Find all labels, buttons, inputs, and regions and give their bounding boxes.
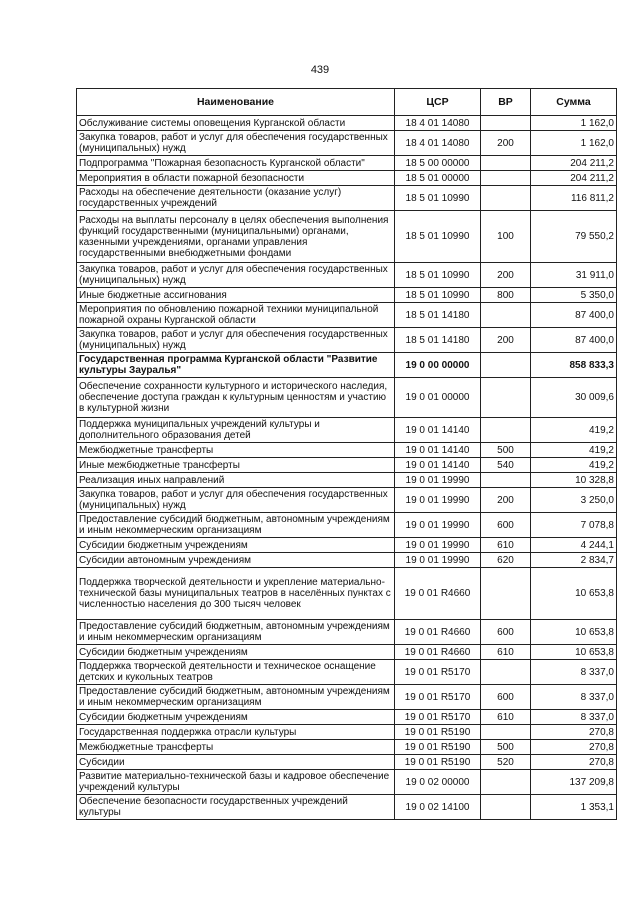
row-sum-cell: 270,8	[531, 740, 617, 755]
table-row	[77, 378, 617, 418]
row-name-cell: Мероприятия по обновлению пожарной техники муниципальной пожарной охраны Курганской области	[77, 303, 395, 328]
header-vr: ВР	[481, 89, 531, 116]
row-csr-cell: 18 5 01 10990	[395, 263, 481, 288]
row-name-cell: Субсидии бюджетным учреждениям	[77, 538, 395, 553]
row-vr-cell	[481, 171, 531, 186]
row-sum-cell: 419,2	[531, 418, 617, 443]
page-number: 439	[310, 64, 330, 76]
row-name-cell: Развитие материально-технической базы и кадровое обеспечение учреждений культуры	[77, 770, 395, 795]
row-name-cell: Расходы на выплаты персоналу в целях обеспечения выполнения функций государственными (муниципальными) органами, казенными учреждениями, органами управления государственными внебюджетными фондами	[77, 211, 395, 263]
row-sum-cell: 10 653,8	[531, 620, 617, 645]
row-vr-cell: 520	[481, 755, 531, 770]
table-row	[77, 538, 617, 553]
row-vr-cell: 610	[481, 645, 531, 660]
row-vr-cell: 600	[481, 620, 531, 645]
row-csr-cell: 19 0 01 R5190	[395, 740, 481, 755]
table-row	[77, 685, 617, 710]
row-csr-cell: 18 5 01 10990	[395, 186, 481, 211]
row-sum-cell: 116 811,2	[531, 186, 617, 211]
row-csr-cell: 19 0 01 R5170	[395, 710, 481, 725]
table-row	[77, 116, 617, 131]
row-csr-cell: 19 0 01 R5170	[395, 660, 481, 685]
row-sum-cell: 10 328,8	[531, 473, 617, 488]
row-vr-cell: 610	[481, 538, 531, 553]
row-csr-cell: 19 0 00 00000	[395, 353, 481, 378]
row-sum-cell: 204 211,2	[531, 156, 617, 171]
table-row	[77, 710, 617, 725]
row-name-cell: Предоставление субсидий бюджетным, автономным учреждениям и иным некоммерческим организациям	[77, 620, 395, 645]
row-csr-cell: 18 5 01 10990	[395, 211, 481, 263]
row-name-cell: Субсидии автономным учреждениям	[77, 553, 395, 568]
row-sum-cell: 8 337,0	[531, 685, 617, 710]
row-name-cell: Мероприятия в области пожарной безопасности	[77, 171, 395, 186]
row-sum-cell: 87 400,0	[531, 328, 617, 353]
table-row	[77, 488, 617, 513]
row-csr-cell: 19 0 01 19990	[395, 488, 481, 513]
row-name-cell: Закупка товаров, работ и услуг для обеспечения государственных (муниципальных) нужд	[77, 263, 395, 288]
row-vr-cell: 600	[481, 513, 531, 538]
row-sum-cell: 1 162,0	[531, 131, 617, 156]
table-row	[77, 725, 617, 740]
row-csr-cell: 19 0 01 R5170	[395, 685, 481, 710]
table-row	[77, 443, 617, 458]
header-sum: Сумма	[531, 89, 617, 116]
table-row	[77, 211, 617, 263]
row-csr-cell: 18 5 00 00000	[395, 156, 481, 171]
table-row	[77, 353, 617, 378]
row-csr-cell: 19 0 01 R5190	[395, 755, 481, 770]
row-sum-cell: 5 350,0	[531, 288, 617, 303]
row-csr-cell: 19 0 02 14100	[395, 795, 481, 820]
row-csr-cell: 19 0 01 00000	[395, 378, 481, 418]
table-row	[77, 620, 617, 645]
row-vr-cell: 500	[481, 443, 531, 458]
budget-table	[76, 88, 617, 820]
row-vr-cell: 200	[481, 488, 531, 513]
row-vr-cell	[481, 418, 531, 443]
row-vr-cell: 600	[481, 685, 531, 710]
row-sum-cell: 1 162,0	[531, 116, 617, 131]
table-row	[77, 795, 617, 820]
row-csr-cell: 19 0 01 R4660	[395, 645, 481, 660]
row-vr-cell: 540	[481, 458, 531, 473]
row-name-cell: Подпрограмма "Пожарная безопасность Курганской области"	[77, 156, 395, 171]
row-csr-cell: 18 5 01 14180	[395, 328, 481, 353]
row-vr-cell	[481, 186, 531, 211]
row-sum-cell: 4 244,1	[531, 538, 617, 553]
row-vr-cell	[481, 156, 531, 171]
table-row	[77, 755, 617, 770]
row-sum-cell: 79 550,2	[531, 211, 617, 263]
row-sum-cell: 419,2	[531, 443, 617, 458]
table-row	[77, 156, 617, 171]
row-csr-cell: 19 0 01 19990	[395, 513, 481, 538]
row-csr-cell: 19 0 02 00000	[395, 770, 481, 795]
table-row	[77, 263, 617, 288]
row-name-cell: Обслуживание системы оповещения Курганской области	[77, 116, 395, 131]
table-row	[77, 553, 617, 568]
row-name-cell: Обеспечение сохранности культурного и исторического наследия, обеспечение доступа граждан к культурным ценностям и участию в культурной жизни	[77, 378, 395, 418]
table-row	[77, 303, 617, 328]
row-csr-cell: 19 0 01 14140	[395, 443, 481, 458]
table-row	[77, 328, 617, 353]
table-row	[77, 186, 617, 211]
row-csr-cell: 19 0 01 19990	[395, 538, 481, 553]
row-csr-cell: 18 4 01 14080	[395, 131, 481, 156]
row-name-cell: Предоставление субсидий бюджетным, автономным учреждениям и иным некоммерческим организациям	[77, 513, 395, 538]
row-name-cell: Субсидии бюджетным учреждениям	[77, 645, 395, 660]
row-csr-cell: 18 4 01 14080	[395, 116, 481, 131]
row-name-cell: Закупка товаров, работ и услуг для обеспечения государственных (муниципальных) нужд	[77, 328, 395, 353]
row-vr-cell: 620	[481, 553, 531, 568]
row-name-cell: Государственная программа Курганской области "Развитие культуры Зауралья"	[77, 353, 395, 378]
row-sum-cell: 87 400,0	[531, 303, 617, 328]
table-row	[77, 473, 617, 488]
row-csr-cell: 19 0 01 14140	[395, 458, 481, 473]
row-sum-cell: 137 209,8	[531, 770, 617, 795]
row-csr-cell: 18 5 01 10990	[395, 288, 481, 303]
row-sum-cell: 8 337,0	[531, 710, 617, 725]
table-row	[77, 645, 617, 660]
row-vr-cell	[481, 660, 531, 685]
table-row	[77, 171, 617, 186]
row-sum-cell: 204 211,2	[531, 171, 617, 186]
row-name-cell: Субсидии	[77, 755, 395, 770]
row-csr-cell: 19 0 01 14140	[395, 418, 481, 443]
table-row	[77, 458, 617, 473]
row-sum-cell: 858 833,3	[531, 353, 617, 378]
row-csr-cell: 18 5 01 00000	[395, 171, 481, 186]
table-row	[77, 288, 617, 303]
row-vr-cell	[481, 568, 531, 620]
table-row	[77, 418, 617, 443]
row-name-cell: Расходы на обеспечение деятельности (оказание услуг) государственных учреждений	[77, 186, 395, 211]
table-row	[77, 660, 617, 685]
row-sum-cell: 10 653,8	[531, 568, 617, 620]
table-row	[77, 131, 617, 156]
row-vr-cell	[481, 353, 531, 378]
table-row	[77, 770, 617, 795]
row-name-cell: Поддержка творческой деятельности и укрепление материально-технической базы муниципальных театров в населённых пунктах с численностью населения до 300 тысяч человек	[77, 568, 395, 620]
row-name-cell: Межбюджетные трансферты	[77, 740, 395, 755]
row-sum-cell: 30 009,6	[531, 378, 617, 418]
row-name-cell: Иные межбюджетные трансферты	[77, 458, 395, 473]
row-vr-cell	[481, 725, 531, 740]
row-vr-cell	[481, 795, 531, 820]
table-row	[77, 513, 617, 538]
row-name-cell: Реализация иных направлений	[77, 473, 395, 488]
row-sum-cell: 7 078,8	[531, 513, 617, 538]
row-vr-cell	[481, 770, 531, 795]
row-vr-cell: 200	[481, 328, 531, 353]
row-vr-cell: 500	[481, 740, 531, 755]
row-name-cell: Межбюджетные трансферты	[77, 443, 395, 458]
row-csr-cell: 19 0 01 R5190	[395, 725, 481, 740]
row-name-cell: Иные бюджетные ассигнования	[77, 288, 395, 303]
row-vr-cell	[481, 303, 531, 328]
row-csr-cell: 19 0 01 R4660	[395, 568, 481, 620]
row-vr-cell: 200	[481, 263, 531, 288]
row-csr-cell: 18 5 01 14180	[395, 303, 481, 328]
row-name-cell: Поддержка творческой деятельности и техническое оснащение детских и кукольных театров	[77, 660, 395, 685]
row-sum-cell: 2 834,7	[531, 553, 617, 568]
row-sum-cell: 419,2	[531, 458, 617, 473]
row-name-cell: Предоставление субсидий бюджетным, автономным учреждениям и иным некоммерческим организациям	[77, 685, 395, 710]
row-name-cell: Поддержка муниципальных учреждений культуры и дополнительного образования детей	[77, 418, 395, 443]
row-sum-cell: 31 911,0	[531, 263, 617, 288]
row-vr-cell	[481, 116, 531, 131]
row-name-cell: Закупка товаров, работ и услуг для обеспечения государственных (муниципальных) нужд	[77, 488, 395, 513]
row-sum-cell: 10 653,8	[531, 645, 617, 660]
row-sum-cell: 270,8	[531, 725, 617, 740]
row-vr-cell	[481, 473, 531, 488]
row-name-cell: Субсидии бюджетным учреждениям	[77, 710, 395, 725]
row-name-cell: Государственная поддержка отрасли культуры	[77, 725, 395, 740]
row-vr-cell: 200	[481, 131, 531, 156]
header-csr: ЦСР	[395, 89, 481, 116]
header-name: Наименование	[77, 89, 395, 116]
table-header-row	[77, 89, 617, 116]
row-name-cell: Обеспечение безопасности государственных учреждений культуры	[77, 795, 395, 820]
row-csr-cell: 19 0 01 19990	[395, 553, 481, 568]
row-sum-cell: 1 353,1	[531, 795, 617, 820]
row-vr-cell: 100	[481, 211, 531, 263]
table-row	[77, 568, 617, 620]
row-sum-cell: 270,8	[531, 755, 617, 770]
table-body	[77, 116, 617, 820]
row-sum-cell: 3 250,0	[531, 488, 617, 513]
row-vr-cell: 610	[481, 710, 531, 725]
row-sum-cell: 8 337,0	[531, 660, 617, 685]
row-csr-cell: 19 0 01 19990	[395, 473, 481, 488]
table-row	[77, 740, 617, 755]
row-vr-cell: 800	[481, 288, 531, 303]
row-vr-cell	[481, 378, 531, 418]
row-csr-cell: 19 0 01 R4660	[395, 620, 481, 645]
row-name-cell: Закупка товаров, работ и услуг для обеспечения государственных (муниципальных) нужд	[77, 131, 395, 156]
